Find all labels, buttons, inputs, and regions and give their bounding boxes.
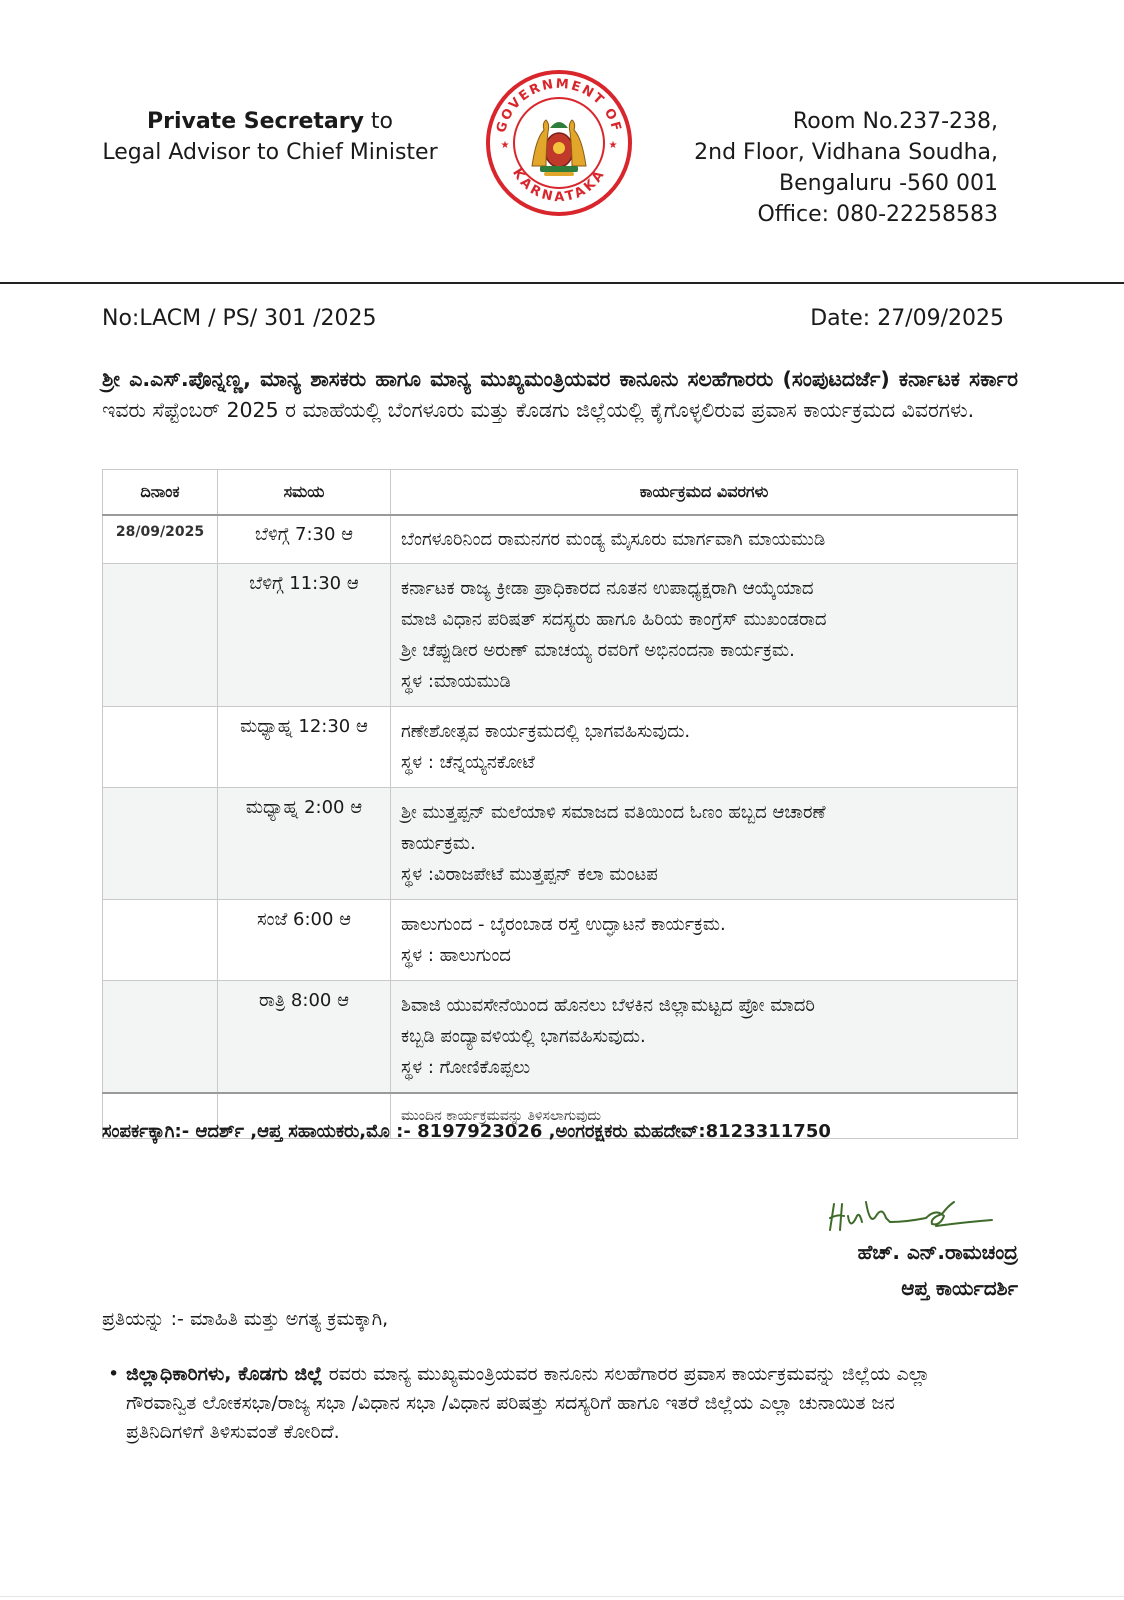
detail-line: ಕರ್ನಾಟಕ ರಾಜ್ಯ ಕ್ರೀಡಾ ಪ್ರಾಧಿಕಾರದ ನೂತನ ಉಪಾಧ್ಯಕ್ಷರಾಗಿ ಆಯ್ಕೆಯಾದ <box>401 578 814 599</box>
table-row <box>103 564 1018 707</box>
table-row <box>103 900 1018 981</box>
row-details <box>391 788 1018 900</box>
sender-line-1 <box>100 106 440 137</box>
detail-line: ಶಿವಾಜಿ ಯುವಸೇನೆಯಿಂದ ಹೊನಲು ಬೆಳಕಿನ ಜಿಲ್ಲಾಮಟ್ಟದ ಪ್ರೋ ಮಾದರಿ <box>401 995 815 1016</box>
detail-line: ಹಾಲುಗುಂದ - ಬೈರಂಬಾಡ ರಸ್ತೆ ಉದ್ಘಾಟನೆ ಕಾರ್ಯಕ್ರಮ. <box>401 914 726 935</box>
detail-line: ಕಬ್ಬಡಿ ಪಂದ್ಯಾವಳಿಯಲ್ಲಿ ಭಾಗವಹಿಸುವುದು. <box>401 1026 646 1047</box>
detail-line: ಶ್ರೀ ಮುತ್ತಪ್ಪನ್ ಮಲೆಯಾಳಿ ಸಮಾಜದ ವತಿಯಿಂದ ಓಣಂ ಹಬ್ಬದ ಆಚಾರಣೆ <box>401 802 826 823</box>
row-details <box>391 707 1018 788</box>
address-floor: 2nd Floor, Vidhana Soudha, <box>694 140 998 165</box>
page-bottom-edge <box>0 1596 1124 1597</box>
intro-bold: ಶ್ರೀ ಎ.ಎಸ್.ಪೊನ್ನಣ್ಣ, ಮಾನ್ಯ ಶಾಸಕರು ಹಾಗೂ ಮಾನ್ಯ ಮುಖ್ಯಮಂತ್ರಿಯವರ ಕಾನೂನು ಸಲಹೆಗಾರರು (ಸಂಪುಟದರ್ಜೆ) ಕರ್ನಾಟಕ ಸರ್ಕಾರ <box>102 367 1018 391</box>
row-time: ರಾತ್ರಿ 8:00 ಆ <box>218 981 391 1094</box>
signatory-designation: ಆಪ್ತ ಕಾರ್ಯದರ್ಶಿ <box>901 1276 1018 1300</box>
government-seal <box>484 68 634 218</box>
detail-venue: ಸ್ಥಳ :ಮಾಯಮುಡಿ <box>401 671 511 692</box>
row-date: 28/09/2025 <box>103 515 218 564</box>
table-header-row <box>103 470 1018 516</box>
contact-line: ಸಂಪರ್ಕಕ್ಕಾಗಿ:- ಆದರ್ಶ್ ,ಆಪ್ತ ಸಹಾಯಕರು,ಮೊ :- 8197923026 ,ಅಂಗರಕ್ಷಕರು ಮಹದೇವ್:8123311750 <box>102 1121 831 1142</box>
header-divider <box>0 282 1124 284</box>
row-details <box>391 515 1018 564</box>
detail-line: ಕಾರ್ಯಕ್ರಮ. <box>401 833 476 854</box>
row-details <box>391 981 1018 1094</box>
detail-line: ಗಣೇಶೋತ್ಸವ ಕಾರ್ಯಕ್ರಮದಲ್ಲಿ ಭಾಗವಹಿಸುವುದು. <box>401 721 691 742</box>
detail-venue: ಸ್ಥಳ : ಚೆನ್ನಯ್ಯನಕೋಟೆ <box>401 752 535 773</box>
schedule-table <box>102 469 1018 1139</box>
column-header-time: ಸಮಯ <box>218 470 391 516</box>
row-date <box>103 564 218 707</box>
address-room: Room No.237-238, <box>792 109 998 134</box>
footer-note: ಮುಂದಿನ ಕಾರ್ಯಕ್ರಮವನ್ನು ತಿಳಿಸಲಾಗುವುದು <box>391 1093 1018 1139</box>
row-time: ಮಧ್ಯಾಹ್ನ 12:30 ಆ <box>218 707 391 788</box>
table-row <box>103 707 1018 788</box>
row-date <box>103 707 218 788</box>
column-header-date: ದಿನಾಂಕ <box>103 470 218 516</box>
reference-date: Date: 27/09/2025 <box>810 306 1004 331</box>
signatory-name: ಹೆಚ್. ಎನ್.ರಾಮಚಂದ್ರ <box>857 1240 1018 1264</box>
sender-block <box>100 106 440 168</box>
detail-venue: ಸ್ಥಳ : ಹಾಲುಗುಂದ <box>401 945 511 966</box>
detail-line: ಶ್ರೀ ಚೆಪ್ಪುಡೀರ ಅರುಣ್ ಮಾಚಯ್ಯ ರವರಿಗೆ ಅಭಿನಂದನಾ ಕಾರ್ಯಕ್ರಮ. <box>401 640 795 661</box>
copy-to-recipient: ಜಿಲ್ಲಾಧಿಕಾರಿಗಳು, ಕೊಡಗು ಜಿಲ್ಲೆ <box>126 1363 323 1385</box>
row-date <box>103 900 218 981</box>
copy-to-list-item <box>108 1360 978 1447</box>
row-time: ಬೆಳಿಗ್ಗೆ 11:30 ಆ <box>218 564 391 707</box>
address-block <box>694 106 998 230</box>
row-date <box>103 788 218 900</box>
copy-to-text <box>126 1360 978 1447</box>
address-city: Bengaluru -560 001 <box>779 171 998 196</box>
detail-venue: ಸ್ಥಳ : ಗೋಣಿಕೊಪ್ಪಲು <box>401 1057 531 1078</box>
detail-line: ಮಾಜಿ ವಿಧಾನ ಪರಿಷತ್ ಸದಸ್ಯರು ಹಾಗೂ ಹಿರಿಯ ಕಾಂಗ್ರೆಸ್ ಮುಖಂಡರಾದ <box>401 609 827 630</box>
row-date <box>103 981 218 1094</box>
seal-top-text: GOVERNMENT OF <box>493 76 625 135</box>
intro-rest: ಇವರು ಸೆಪ್ಟೆಂಬರ್ 2025 ರ ಮಾಹೆಯಲ್ಲಿ ಬೆಂಗಳೂರು ಮತ್ತು ಕೊಡಗು ಜಿಲ್ಲೆಯಲ್ಲಿ ಕೈಗೊಳ್ಳಲಿರುವ ಪ್ರವಾಸ ಕಾರ್ಯಕ್ರಮದ ವಿವರಗಳು. <box>102 398 975 422</box>
seal-star-left: ★ <box>500 140 510 151</box>
seal-star-right: ★ <box>608 140 618 151</box>
detail-venue: ಸ್ಥಳ :ವಿರಾಜಪೇಟೆ ಮುತ್ತಪ್ಪನ್ ಕಲಾ ಮಂಟಪ <box>401 864 658 885</box>
bullet-icon: • <box>108 1363 120 1385</box>
column-header-details: ಕಾರ್ಯಕ್ರಮದ ವಿವರಗಳು <box>391 470 1018 516</box>
row-time: ಬೆಳಿಗ್ಗೆ 7:30 ಆ <box>218 515 391 564</box>
row-details <box>391 564 1018 707</box>
row-time: ಮಧ್ಯಾಹ್ನ 2:00 ಆ <box>218 788 391 900</box>
seal-bottom-text: KARNATAKA <box>509 166 609 206</box>
intro-paragraph <box>102 364 1018 426</box>
signature-icon <box>826 1196 996 1238</box>
copy-to-instruction: ರವರು ಮಾನ್ಯ ಮುಖ್ಯಮಂತ್ರಿಯವರ ಕಾನೂನು ಸಲಹೆಗಾರರ ಪ್ರವಾಸ ಕಾರ್ಯಕ್ರಮವನ್ನು ಜಿಲ್ಲೆಯ ಎಲ್ಲಾ ಗೌರವಾನ್ವಿತ ಲೋಕಸಭಾ/ರಾಜ್ಯ ಸಭಾ /ವಿಧಾನ ಸಭಾ /ವಿಧಾನ ಪರಿಷತ್ತು ಸದಸ್ಯರಿಗೆ ಹಾಗೂ ಇತರೆ ಜಿಲ್ಲೆಯ ಎಲ್ಲಾ ಚುನಾಯಿತ ಜನ ಪ್ರತಿನಿದಿಗಳಿಗೆ ತಿಳಿಸುವಂತೆ ಕೋರಿದೆ. <box>126 1363 930 1443</box>
table-row <box>103 515 1018 564</box>
sender-title: Private Secretary <box>146 109 364 134</box>
row-details <box>391 900 1018 981</box>
sender-line-2: Legal Advisor to Chief Minister <box>102 140 438 165</box>
copy-to-heading: ಪ್ರತಿಯನ್ನು :- ಮಾಹಿತಿ ಮತ್ತು ಅಗತ್ಯ ಕ್ರಮಕ್ಕಾಗಿ, <box>102 1308 389 1330</box>
sender-title-suffix: to <box>363 109 394 134</box>
office-phone: Office: 080-22258583 <box>757 202 998 227</box>
row-time: ಸಂಜೆ 6:00 ಆ <box>218 900 391 981</box>
table-row <box>103 981 1018 1094</box>
detail-line: ಬೆಂಗಳೂರಿನಿಂದ ರಾಮನಗರ ಮಂಡ್ಯ ಮೈಸೂರು ಮಾರ್ಗವಾಗಿ ಮಾಯಮುಡಿ <box>401 529 826 550</box>
table-row <box>103 788 1018 900</box>
reference-number: No:LACM / PS/ 301 /2025 <box>102 306 377 331</box>
